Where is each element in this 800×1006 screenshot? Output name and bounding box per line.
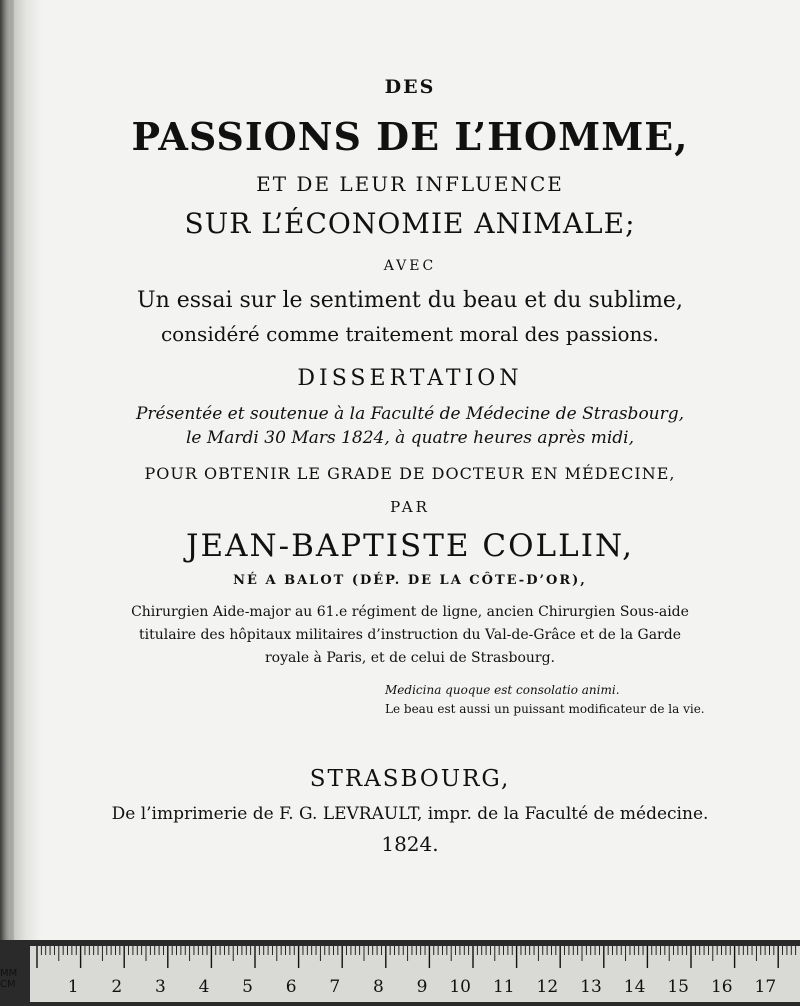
ruler-unit-mm: MM bbox=[0, 968, 18, 979]
ruler-scale bbox=[30, 946, 800, 1002]
ruler-number: 1 bbox=[67, 977, 79, 997]
ruler-number: 4 bbox=[198, 977, 210, 997]
book-spine-shadow bbox=[0, 0, 42, 940]
ruler-number: 2 bbox=[111, 977, 123, 997]
ruler-number: 3 bbox=[154, 977, 166, 997]
imprint-year: 1824. bbox=[381, 832, 439, 856]
main-title: PASSIONS DE L’HOMME, bbox=[131, 114, 689, 159]
author-description-2: titulaire des hôpitaux militaires d’instruction du Val-de-Grâce et de la Garde bbox=[138, 627, 681, 643]
ruler-number: 8 bbox=[372, 977, 384, 997]
ruler-unit-label bbox=[0, 968, 17, 990]
subtitle-line-1: ET DE LEUR INFLUENCE bbox=[256, 172, 564, 196]
measurement-ruler bbox=[0, 940, 800, 1006]
author-description-3: royale à Paris, et de celui de Strasbourg. bbox=[264, 650, 556, 666]
ruler-number: 12 bbox=[536, 977, 559, 997]
author-name: JEAN-BAPTISTE COLLIN, bbox=[186, 528, 634, 564]
dissertation-heading: DISSERTATION bbox=[297, 366, 523, 391]
presentee-line-2: le Mardi 30 Mars 1824, à quatre heures après midi, bbox=[185, 428, 634, 448]
essai-line-2: considéré comme traitement moral des passions. bbox=[160, 322, 660, 346]
degree-line: POUR OBTENIR LE GRADE DE DOCTEUR EN MÉDECINE, bbox=[144, 464, 676, 483]
birthplace-line: NÉ A BALOT (DÉP. DE LA CÔTE-D’OR), bbox=[233, 573, 587, 588]
ruler-number: 9 bbox=[416, 977, 428, 997]
avec-label: AVEC bbox=[383, 258, 437, 274]
ruler-ticks bbox=[30, 946, 800, 1002]
ruler-number: 15 bbox=[667, 977, 689, 997]
author-description-1: Chirurgien Aide-major au 61.e régiment de ligne, ancien Chirurgien Sous-aide bbox=[131, 604, 689, 620]
essai-line-1: Un essai sur le sentiment du beau et du sublime, bbox=[137, 288, 683, 313]
ruler-number: 13 bbox=[580, 977, 602, 997]
ruler-unit-cm: CM bbox=[0, 979, 16, 990]
imprint-printer: De l’imprimerie de F. G. LEVRAULT, impr. de la Faculté de médecine. bbox=[111, 804, 709, 824]
par-label: PAR bbox=[390, 498, 430, 516]
book-spine-edge bbox=[10, 0, 14, 940]
ruler-number: 17 bbox=[754, 977, 777, 997]
ruler-number: 7 bbox=[329, 977, 341, 997]
ruler-number: 14 bbox=[623, 977, 646, 997]
imprint-city: STRASBOURG, bbox=[309, 766, 511, 792]
ruler-number: 11 bbox=[492, 977, 515, 997]
ruler-number: 6 bbox=[285, 977, 297, 997]
ruler-number: 16 bbox=[710, 977, 733, 997]
presentee-line-1: Présentée et soutenue à la Faculté de Médecine de Strasbourg, bbox=[135, 404, 685, 424]
ruler-number: 5 bbox=[242, 977, 253, 997]
title-des: DES bbox=[384, 76, 436, 98]
epigraph-french: Le beau est aussi un puissant modificateur de la vie. bbox=[385, 702, 705, 716]
ruler-number: 10 bbox=[449, 977, 471, 997]
epigraph-latin: Medicina quoque est consolatio animi. bbox=[385, 683, 620, 697]
subtitle-line-2: SUR L’ÉCONOMIE ANIMALE; bbox=[184, 207, 636, 240]
